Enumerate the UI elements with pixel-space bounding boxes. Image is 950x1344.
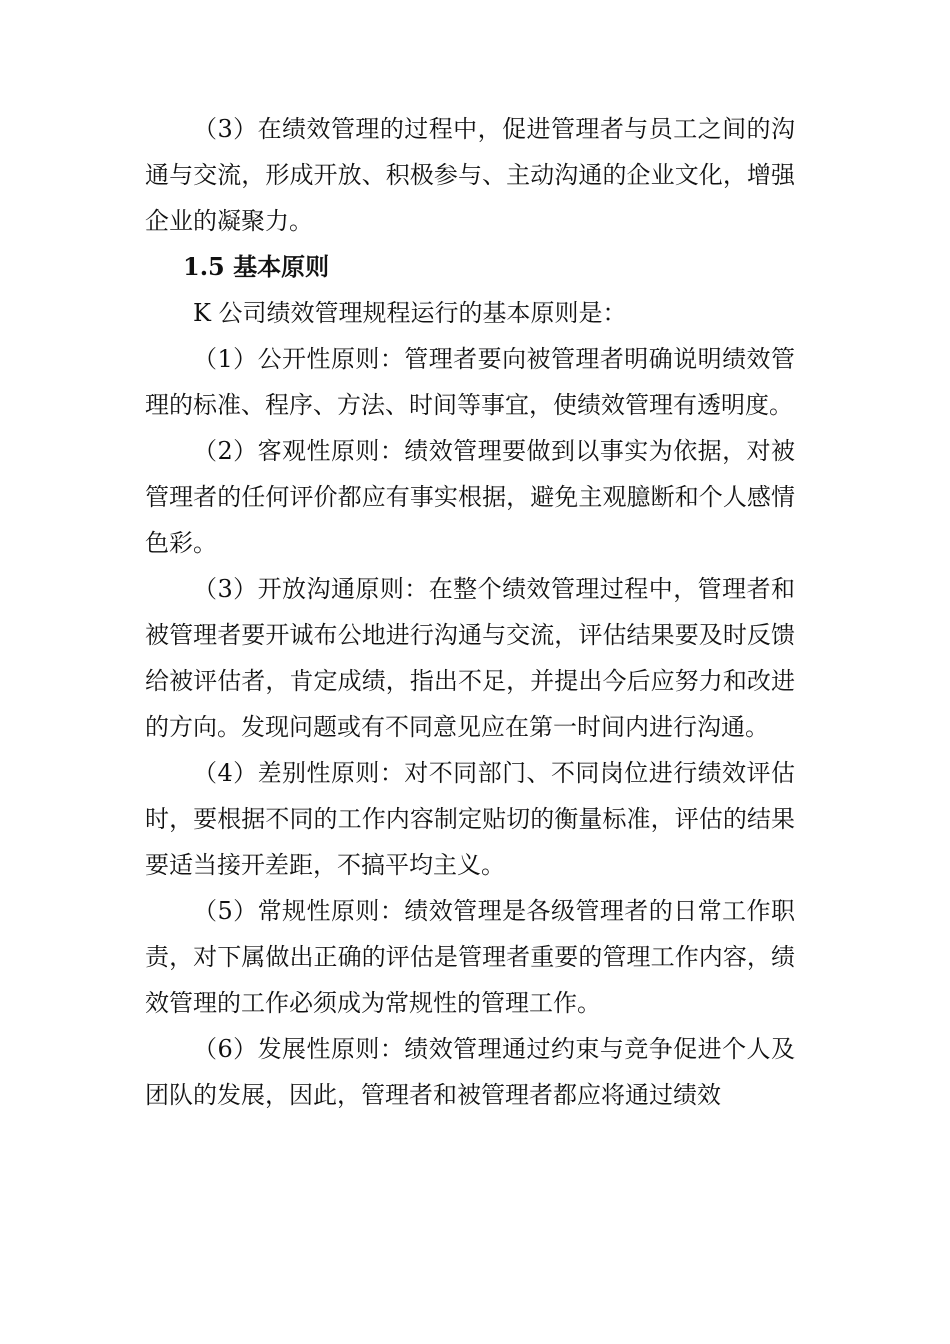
paragraph-objective-3: （3）在绩效管理的过程中，促进管理者与员工之间的沟通与交流，形成开放、积极参与、主动沟通的企业文化，增强企业的凝聚力。 [145, 115, 795, 235]
paragraph-principle-routine: （5）常规性原则：绩效管理是各级管理者的日常工作职责，对下属做出正确的评估是管理者重要的管理工作内容，绩效管理的工作必须成为常规性的管理工作。 [145, 897, 795, 1017]
paragraph-principle-openness: （1）公开性原则：管理者要向被管理者明确说明绩效管理的标准、程序、方法、时间等事宜，使绩效管理有透明度。 [145, 345, 795, 419]
paragraph-principle-differentiation: （4）差别性原则：对不同部门、不同岗位进行绩效评估时，要根据不同的工作内容制定贴切的衡量标准，评估的结果要适当接开差距，不搞平均主义。 [145, 759, 795, 879]
paragraph-principles-intro: K 公司绩效管理规程运行的基本原则是： [193, 299, 627, 327]
paragraph-principle-open-communication: （3）开放沟通原则：在整个绩效管理过程中，管理者和被管理者要开诚布公地进行沟通与交流，评估结果要及时反馈给被评估者，肯定成绩，指出不足，并提出今后应努力和改进的方向。发现问题或有不同意见应在第一时间内进行沟通。 [145, 575, 795, 741]
document-page [145, 106, 795, 1118]
section-heading-basic-principles: 1.5 基本原则 [183, 252, 330, 281]
paragraph-principle-development: （6）发展性原则：绩效管理通过约束与竞争促进个人及团队的发展，因此，管理者和被管理者都应将通过绩效 [145, 1035, 795, 1109]
paragraph-principle-objectivity: （2）客观性原则：绩效管理要做到以事实为依据，对被管理者的任何评价都应有事实根据，避免主观臆断和个人感情色彩。 [145, 437, 795, 557]
